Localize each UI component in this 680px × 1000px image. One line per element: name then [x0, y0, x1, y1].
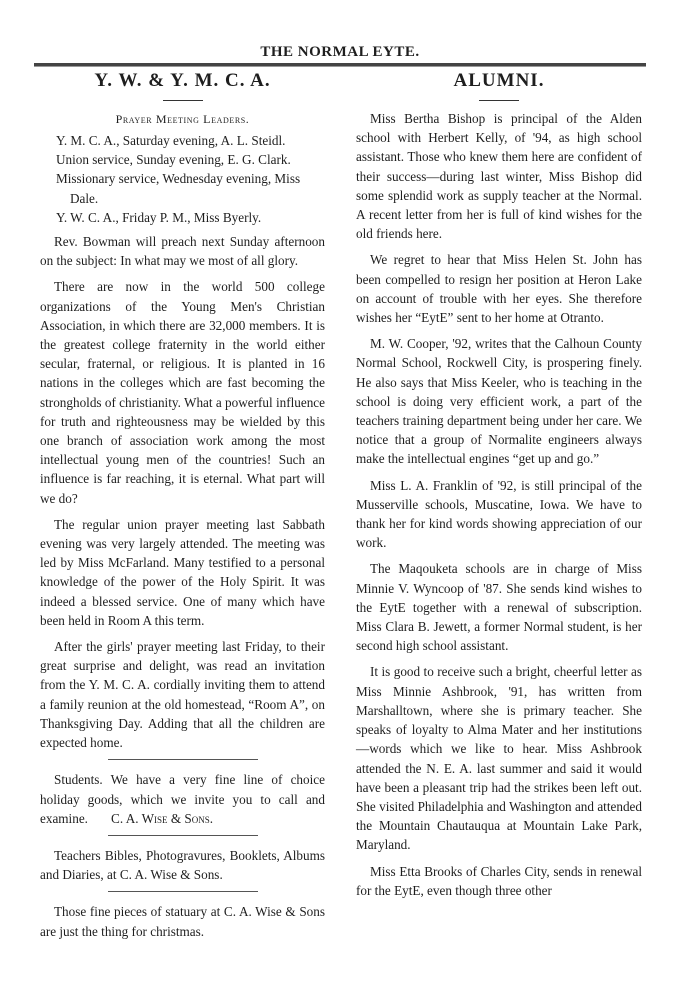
ad-text: Students. We have a very fine line of choice holiday goods, which we invite you to call and examine. — [40, 772, 325, 826]
paragraph: After the girls' prayer meeting last Friday, to their great surprise and delight, was read an invitation from the Y. M. C. A. cordially inviting them to attend a family reunion at the old homestead, “Room A”, on Thanksgiving Day. Adding that all the children are expected home. — [40, 639, 325, 751]
section-title-ywca: Y. W. & Y. M. C. A. — [94, 70, 271, 91]
paragraph: It is good to receive such a bright, cheerful letter as Miss Minnie Ashbrook, '91, has written from Marshalltown, where she is primary teacher. She speaks of loyalty to Alma Mater and her institutions—words which we like to hear. Miss Ashbrook attended the N. E. A. last summer and said it would have been a pleasant trip had the strikes been left out. She visited Philadelphia and Washington and attended the Mountain Chautauqua at Mountain Lake Park, Maryland. — [356, 664, 642, 853]
right-column — [356, 68, 642, 907]
ad-signature: C. A. Wise & Sons. — [111, 810, 214, 826]
leader-line: Missionary service, Wednesday evening, Miss Dale. — [56, 171, 301, 206]
paragraph: Miss L. A. Franklin of '92, is still principal of the Musserville schools, Muscatine, Iowa. We have to thank her for kind words showing appreciation of our work. — [356, 477, 642, 551]
advertisement: Those fine pieces of statuary at C. A. Wise & Sons are just the thing for christmas. — [40, 904, 325, 939]
left-column — [40, 68, 325, 948]
paragraph: There are now in the world 500 college organizations of the Young Men's Christian Association, in which there are 32,000 members. It is the greatest college fraternity in the world either secular, fraternal, or religious. It is planted in 16 nations in the colleges which are fast becoming the strongholds of christianity. What a powerful influence for truth and righteousness may be wielded by this one branch of association work among the most intellectual young men of the countries! Such an influence is far reaching, it is eternal. What part will we do? — [40, 279, 325, 506]
paragraph: Miss Etta Brooks of Charles City, sends in renewal for the EytE, even though three other — [356, 863, 642, 898]
paragraph: The regular union prayer meeting last Sabbath evening was very largely attended. The meeting was led by Miss McFarland. Many testified to a personal knowledge of the power of the Holy Spirit. It was indeed a blessed service. One of many which have been held in Room A this term. — [40, 516, 325, 628]
paragraph: Miss Bertha Bishop is principal of the Alden school with Herbert Kelly, of '94, as high school assistant. Those who knew them here are confident of their success—during last winter, Miss Bishop did some splendid work as supply teacher at the Normal. A recent letter from her is full of kind wishes for the old friends here. — [356, 111, 642, 242]
paragraph: We regret to hear that Miss Helen St. John has been compelled to resign her position at Heron Lake on account of trouble with her eyes. She therefore wishes her “EytE” sent to her home at Otranto. — [356, 252, 642, 326]
separator-rule — [108, 891, 258, 892]
leader-line: Y. W. C. A., Friday P. M., Miss Byerly. — [56, 209, 262, 225]
advertisement: Teachers Bibles, Photogravures, Booklets, Albums and Diaries, at C. A. Wise & Sons. — [40, 847, 325, 883]
leader-line: Union service, Sunday evening, E. G. Clark. — [56, 152, 291, 168]
section-title-alumni: ALUMNI. — [453, 70, 545, 91]
paragraph: M. W. Cooper, '92, writes that the Calhoun County Normal School, Rockwell City, is prospering finely. He also says that Miss Keeler, who is teaching in the school is doing very efficient work, a part of the teachers training department being under her care. We notice that a group of Normalite engineers always make the intellectual engines “get up and go.” — [356, 336, 642, 467]
separator-rule — [108, 759, 258, 760]
paragraph: The Maqouketa schools are in charge of Miss Minnie V. Wyncoop of '87. She sends kind wishes to the EytE together with a renewal of subscription. Miss Clara B. Jewett, a former Normal student, is her second high school assistant. — [356, 561, 642, 654]
header-rule — [34, 63, 646, 67]
masthead: THE NORMAL EYTE. — [260, 44, 420, 60]
title-underline — [163, 100, 203, 101]
advertisement — [40, 770, 325, 828]
leader-line: Y. M. C. A., Saturday evening, A. L. Steidl. — [56, 133, 286, 148]
subsection-title: Prayer Meeting Leaders. — [115, 112, 250, 126]
title-underline — [479, 100, 519, 101]
separator-rule — [108, 835, 258, 836]
paragraph: Rev. Bowman will preach next Sunday afternoon on the subject: In what may we most of all glory. — [40, 234, 325, 269]
